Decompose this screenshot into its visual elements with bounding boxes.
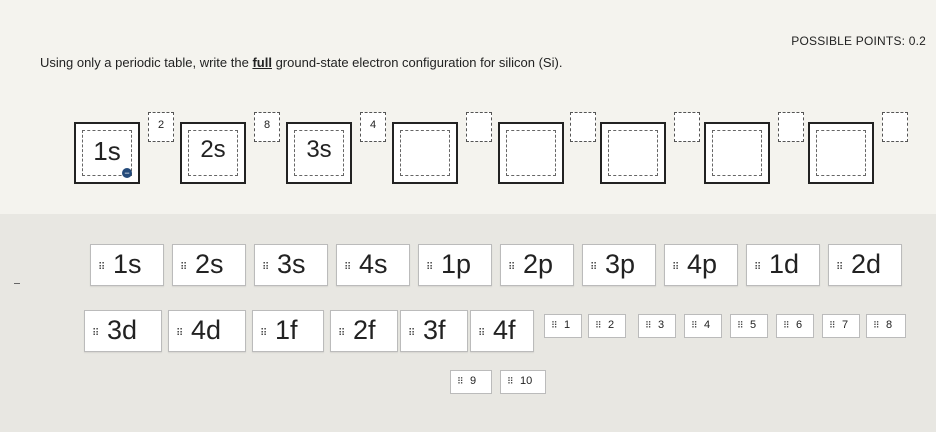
answer-bank xyxy=(0,214,936,432)
drag-handle-icon: ⠿ xyxy=(426,262,433,273)
drag-handle-icon: ⠿ xyxy=(408,328,415,339)
drag-handle-icon: ⠿ xyxy=(260,328,267,339)
answer-slot-1[interactable]: 1s − xyxy=(74,122,140,184)
tile-4s[interactable]: ⠿ 4s xyxy=(336,244,410,286)
answer-slot-3[interactable]: 3s xyxy=(286,122,352,184)
superscript-slot-1[interactable]: 2 xyxy=(148,112,174,142)
tile-1f[interactable]: ⠿ 1f xyxy=(252,310,324,352)
tile-4f[interactable]: ⠿ 4f xyxy=(470,310,534,352)
superscript-slot-4[interactable] xyxy=(466,112,492,142)
chip-2[interactable]: ⠿ 2 xyxy=(588,314,626,338)
drag-handle-icon: ⠿ xyxy=(873,320,879,330)
tile-1d[interactable]: ⠿ 1d xyxy=(746,244,820,286)
chip-8[interactable]: ⠿ 8 xyxy=(866,314,906,338)
answer-slot-2[interactable]: 2s xyxy=(180,122,246,184)
chip-1[interactable]: ⠿ 1 xyxy=(544,314,582,338)
answer-slot-4[interactable] xyxy=(392,122,458,184)
divider-mark xyxy=(14,283,20,284)
answer-slot-5[interactable] xyxy=(498,122,564,184)
drag-handle-icon: ⠿ xyxy=(595,320,601,330)
answer-slot-8[interactable] xyxy=(808,122,874,184)
chip-9[interactable]: ⠿ 9 xyxy=(450,370,492,394)
drag-handle-icon: ⠿ xyxy=(551,320,557,330)
tile-1s[interactable]: ⠿ 1s xyxy=(90,244,164,286)
tile-3s[interactable]: ⠿ 3s xyxy=(254,244,328,286)
chip-5[interactable]: ⠿ 5 xyxy=(730,314,768,338)
chip-10[interactable]: ⠿ 10 xyxy=(500,370,546,394)
drag-handle-icon: ⠿ xyxy=(478,328,485,339)
answer-slot-6[interactable] xyxy=(600,122,666,184)
tile-3f[interactable]: ⠿ 3f xyxy=(400,310,468,352)
tile-1p[interactable]: ⠿ 1p xyxy=(418,244,492,286)
possible-points: POSSIBLE POINTS: 0.2 xyxy=(791,34,926,48)
drag-handle-icon: ⠿ xyxy=(508,262,515,273)
superscript-slot-8[interactable] xyxy=(882,112,908,142)
drag-handle-icon: ⠿ xyxy=(98,262,105,273)
tile-2d[interactable]: ⠿ 2d xyxy=(828,244,902,286)
remove-icon[interactable]: − xyxy=(122,168,132,178)
superscript-slot-5[interactable] xyxy=(570,112,596,142)
drag-handle-icon: ⠿ xyxy=(754,262,761,273)
answer-slot-7[interactable] xyxy=(704,122,770,184)
drag-handle-icon: ⠿ xyxy=(783,320,789,330)
drag-handle-icon: ⠿ xyxy=(737,320,743,330)
drag-handle-icon: ⠿ xyxy=(262,262,269,273)
chip-3[interactable]: ⠿ 3 xyxy=(638,314,676,338)
emphasis-full: full xyxy=(252,55,272,70)
chip-4[interactable]: ⠿ 4 xyxy=(684,314,722,338)
drag-handle-icon: ⠿ xyxy=(691,320,697,330)
drag-handle-icon: ⠿ xyxy=(836,262,843,273)
drag-handle-icon: ⠿ xyxy=(180,262,187,273)
drag-handle-icon: ⠿ xyxy=(457,376,463,386)
drag-handle-icon: ⠿ xyxy=(672,262,679,273)
question-text: Using only a periodic table, write the full ground-state electron configuration for silicon (Si). xyxy=(40,55,563,70)
superscript-slot-2[interactable]: 8 xyxy=(254,112,280,142)
drag-handle-icon: ⠿ xyxy=(590,262,597,273)
drag-handle-icon: ⠿ xyxy=(829,320,835,330)
tile-3d[interactable]: ⠿ 3d xyxy=(84,310,162,352)
tile-2p[interactable]: ⠿ 2p xyxy=(500,244,574,286)
chip-6[interactable]: ⠿ 6 xyxy=(776,314,814,338)
drag-handle-icon: ⠿ xyxy=(344,262,351,273)
superscript-slot-6[interactable] xyxy=(674,112,700,142)
tile-2s[interactable]: ⠿ 2s xyxy=(172,244,246,286)
superscript-slot-3[interactable]: 4 xyxy=(360,112,386,142)
drag-handle-icon: ⠿ xyxy=(338,328,345,339)
answer-row xyxy=(0,112,936,192)
drag-handle-icon: ⠿ xyxy=(176,328,183,339)
drag-handle-icon: ⠿ xyxy=(645,320,651,330)
drag-handle-icon: ⠿ xyxy=(92,328,99,339)
tile-4p[interactable]: ⠿ 4p xyxy=(664,244,738,286)
drag-handle-icon: ⠿ xyxy=(507,376,513,386)
tile-4d[interactable]: ⠿ 4d xyxy=(168,310,246,352)
superscript-slot-7[interactable] xyxy=(778,112,804,142)
tile-2f[interactable]: ⠿ 2f xyxy=(330,310,398,352)
chip-7[interactable]: ⠿ 7 xyxy=(822,314,860,338)
tile-3p[interactable]: ⠿ 3p xyxy=(582,244,656,286)
